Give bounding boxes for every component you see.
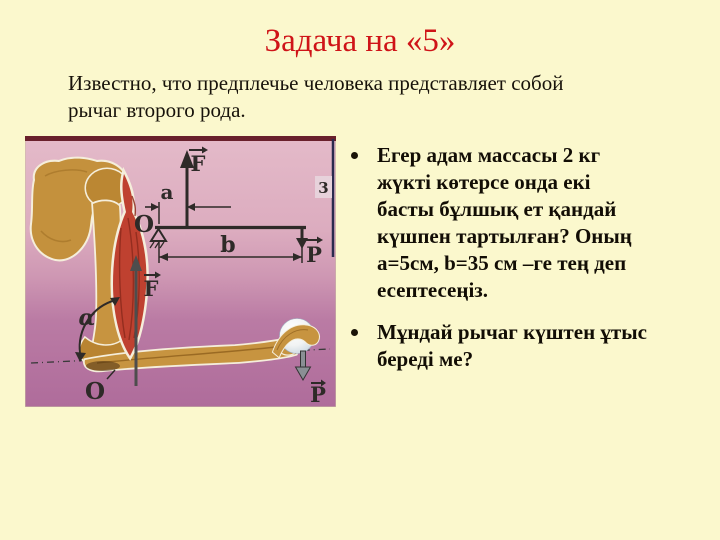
upper-force-label bbox=[189, 147, 208, 177]
hand-load-letter: P bbox=[310, 382, 326, 407]
bullet-line: басты бұлшық ет қандай bbox=[377, 197, 617, 221]
beam-fulcrum-label: O bbox=[133, 211, 155, 238]
bullet-line: Мұндай рычаг күштен ұтыс bbox=[377, 320, 647, 344]
bullet-line: а=5см, b=35 см –ге тең деп bbox=[377, 251, 627, 275]
bullet-list bbox=[340, 142, 720, 373]
beam-load-label bbox=[306, 237, 323, 268]
forearm-lever-figure bbox=[25, 136, 336, 407]
elbow-fulcrum-label: O bbox=[84, 378, 106, 405]
bullet-line: күшпен тартылған? Оның bbox=[377, 224, 632, 248]
subtitle-line: рычаг второго рода. bbox=[68, 98, 246, 122]
muscle-force-label bbox=[144, 272, 161, 302]
dim-b-label: b bbox=[220, 232, 236, 258]
figure-page-number: 3 bbox=[318, 179, 329, 197]
bullet-dot-icon bbox=[351, 152, 358, 159]
upper-force-letter: F bbox=[190, 151, 206, 176]
slide-title: Задача на «5» bbox=[264, 23, 456, 59]
bullet-line: жүкті көтерсе онда екі bbox=[377, 170, 591, 194]
slide-subtitle bbox=[68, 70, 668, 124]
bullet-item bbox=[340, 319, 720, 373]
bullet-line: береді ме? bbox=[377, 347, 474, 371]
dim-a-label: a bbox=[160, 180, 174, 204]
photo-top-strip bbox=[25, 136, 336, 141]
bullet-dot-icon bbox=[351, 329, 358, 336]
subtitle-line: Известно, что предплечье человека представляет собой bbox=[68, 71, 564, 95]
elbow-shadow bbox=[86, 361, 120, 371]
muscle-force-letter: F bbox=[143, 276, 159, 301]
beam-load-letter: P bbox=[306, 242, 322, 267]
bullet-item bbox=[340, 142, 720, 304]
bullet-line: есептесеңіз. bbox=[377, 278, 488, 302]
forearm-lever-illustration bbox=[25, 136, 336, 407]
hand-load-label bbox=[310, 380, 326, 408]
angle-label: α bbox=[78, 305, 96, 331]
bullet-line: Егер адам массасы 2 кг bbox=[377, 143, 601, 167]
